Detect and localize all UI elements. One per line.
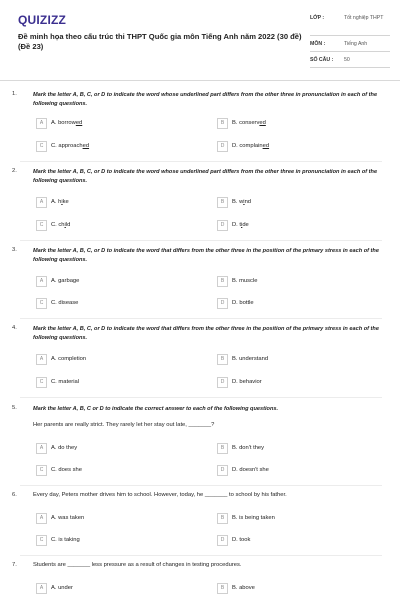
question-divider <box>20 161 382 162</box>
meta-label: MÔN : <box>310 41 326 47</box>
option-label: B. understand <box>232 355 269 362</box>
question-divider <box>20 318 382 319</box>
question-instruction: Mark the letter A, B, C, or D to indicate the word that differs from the other three in the position of the primary stress in each of the following questions. <box>33 326 379 341</box>
question-divider <box>20 485 382 486</box>
option-label: D. doesn't she <box>232 466 269 473</box>
option-label: D. complained <box>232 142 270 149</box>
option-letter-box: A <box>36 276 47 287</box>
meta-value: 50 <box>344 57 350 63</box>
option-label: D. bottle <box>232 299 254 306</box>
option-label: C. disease <box>51 299 79 306</box>
option-letter-box: D <box>217 535 228 546</box>
option-label: C. is taking <box>51 536 80 543</box>
option-label: A. hike <box>51 198 69 205</box>
question-divider <box>20 555 382 556</box>
option-label: A. garbage <box>51 277 80 284</box>
question-number: 6. <box>12 492 17 498</box>
question-text: Students are _______ less pressure as a result of changes in testing procedures. <box>33 562 242 568</box>
option-letter-box: A <box>36 513 47 524</box>
option-label: A. under <box>51 584 73 591</box>
option-letter-box: D <box>217 465 228 476</box>
question-text: Every day, Peters mother drives him to school. However, today, he _______ to school by his father. <box>33 492 287 498</box>
option-label: C. material <box>51 378 80 385</box>
option-letter-box: B <box>217 443 228 454</box>
meta-value: Tốt nghiệp THPT <box>344 15 384 21</box>
option-label: B. muscle <box>232 277 258 284</box>
question-number: 1. <box>12 91 17 97</box>
worksheet-header <box>0 0 400 81</box>
option-label: A. was taken <box>51 514 85 521</box>
question-number: 7. <box>12 562 17 568</box>
option-label: C. approached <box>51 142 90 149</box>
option-letter-box: D <box>217 377 228 388</box>
option-letter-box: C <box>36 141 47 152</box>
meta-row-question-count <box>310 57 390 68</box>
option-label: B. don't they <box>232 444 265 451</box>
option-letter-box: C <box>36 377 47 388</box>
option-label: D. behavior <box>232 378 262 385</box>
question-instruction: Mark the letter A, B, C, or D to indicate the word that differs from the other three in the position of the primary stress in each of the following questions. <box>33 248 379 263</box>
question-number: 3. <box>12 247 17 253</box>
option-letter-box: D <box>217 220 228 231</box>
option-letter-box: D <box>217 298 228 309</box>
option-label: B. above <box>232 584 255 591</box>
option-label: A. borrowed <box>51 119 83 126</box>
question-instruction: Mark the letter A, B, C, or D to indicate the word whose underlined part differs from the other three in pronunciation in each of the following questions. <box>33 169 378 184</box>
option-letter-box: B <box>217 513 228 524</box>
question-instruction: Mark the letter A, B, C or D to indicate the correct answer to each of the following questions. <box>33 406 279 412</box>
option-letter-box: C <box>36 535 47 546</box>
question-text: Her parents are really strict. They rarely let her stay out late, _______? <box>33 422 215 428</box>
option-letter-box: A <box>36 118 47 129</box>
option-letter-box: C <box>36 298 47 309</box>
option-letter-box: D <box>217 141 228 152</box>
question-number: 5. <box>12 405 17 411</box>
option-letter-box: A <box>36 583 47 594</box>
question-instruction: Mark the letter A, B, C, or D to indicate the word whose underlined part differs from the other three in pronunciation in each of the following questions. <box>33 92 378 107</box>
option-label: D. took <box>232 536 251 543</box>
option-letter-box: C <box>36 220 47 231</box>
meta-label: LỚP : <box>310 15 325 21</box>
question-number: 2. <box>12 168 17 174</box>
question-divider <box>20 397 382 398</box>
option-label: B. conserved <box>232 119 266 126</box>
option-letter-box: A <box>36 443 47 454</box>
meta-row-class <box>310 15 390 36</box>
option-letter-box: A <box>36 197 47 208</box>
question-number: 4. <box>12 325 17 331</box>
option-letter-box: B <box>217 583 228 594</box>
option-label: A. do they <box>51 444 78 451</box>
option-letter-box: B <box>217 276 228 287</box>
option-label: A. completion <box>51 355 87 362</box>
option-label: C. child <box>51 221 71 228</box>
option-letter-box: A <box>36 354 47 365</box>
document-title: Đề minh họa theo cấu trúc thi THPT Quốc gia môn Tiếng Anh năm 2022 (30 đề) (Đề 23) <box>18 32 302 51</box>
option-label: C. does she <box>51 466 82 473</box>
quizizz-logo: QUIZIZZ <box>18 13 67 27</box>
option-letter-box: B <box>217 354 228 365</box>
question-divider <box>20 240 382 241</box>
option-label: B. wind <box>232 198 252 205</box>
meta-row-subject <box>310 41 390 52</box>
option-label: B. is being taken <box>232 514 275 521</box>
option-letter-box: B <box>217 118 228 129</box>
meta-value: Tiếng Anh <box>344 41 368 47</box>
option-letter-box: C <box>36 465 47 476</box>
meta-label: SỐ CÂU : <box>310 57 334 63</box>
option-letter-box: B <box>217 197 228 208</box>
option-label: D. tide <box>232 221 249 228</box>
